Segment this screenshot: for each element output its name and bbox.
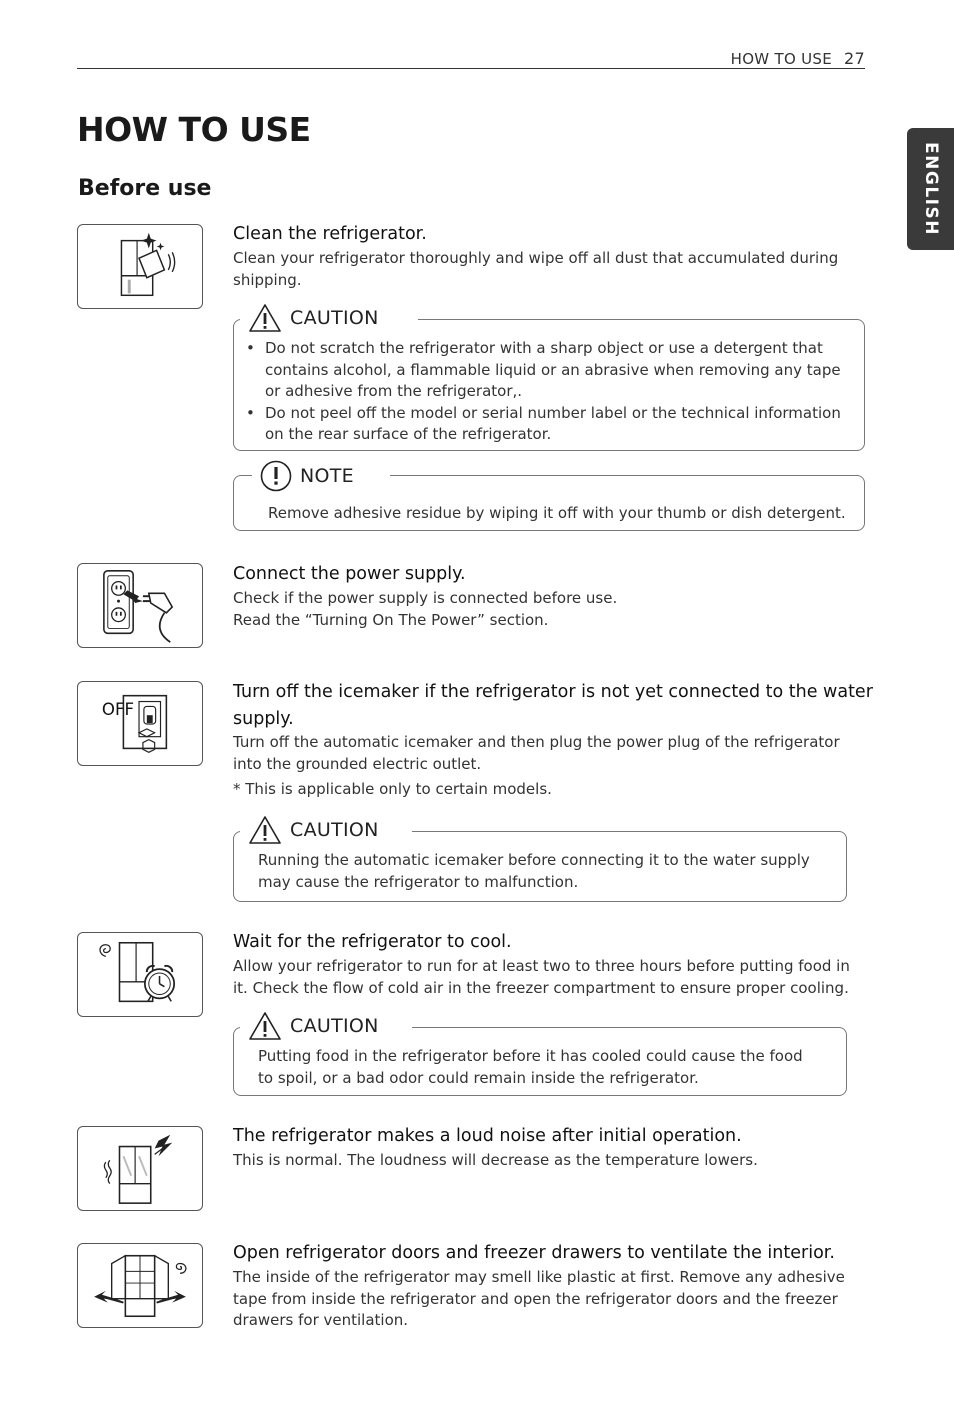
caution-label: CAUTION — [240, 303, 418, 333]
svg-text:OFF: OFF — [101, 700, 135, 720]
note-text: Remove adhesive residue by wiping it off with your thumb or dish detergent. — [268, 504, 846, 522]
section-heading-cool: Wait for the refrigerator to cool. — [233, 932, 512, 952]
caution-box-icemaker — [233, 819, 847, 902]
alarm-clock-icon — [77, 932, 203, 1017]
caution-item: • Do not peel off the model or serial number label or the technical information on the rear surface of the refrigerator. — [234, 403, 849, 446]
language-tab — [907, 128, 954, 250]
power-plug-icon — [77, 563, 203, 648]
warning-triangle-icon — [248, 1011, 282, 1041]
section-heading-clean: Clean the refrigerator. — [233, 224, 427, 244]
caution-box-clean — [233, 307, 865, 451]
header-section: HOW TO USE — [730, 50, 833, 68]
section-body-icemaker: Turn off the automatic icemaker and then plug the power plug of the refrigerator into the grounded electric outlet. — [233, 733, 840, 773]
caution-label: CAUTION — [240, 1011, 412, 1041]
section-body-power — [233, 588, 853, 631]
cleaning-icon — [77, 224, 203, 309]
section-body-ventilate: The inside of the refrigerator may smell like plastic at first. Remove any adhesive tape from inside the refrigerator and open the refrigerator doors and the freezer drawers for ventilation. — [233, 1268, 845, 1329]
running-header — [731, 49, 865, 68]
section-heading-ventilate: Open refrigerator doors and freezer drawers to ventilate the interior. — [233, 1243, 835, 1263]
caution-box-cool — [233, 1015, 847, 1096]
noise-icon — [77, 1126, 203, 1211]
ventilation-icon — [77, 1243, 203, 1328]
caution-item: • Do not scratch the refrigerator with a sharp object or use a detergent that contains alcohol, a flammable liquid or an abrasive when removing any tape or adhesive from the refrigerator,. — [234, 338, 849, 403]
note-label: NOTE — [252, 460, 390, 492]
page-title: HOW TO USE — [77, 110, 311, 149]
exclamation-circle-icon — [260, 460, 292, 492]
header-rule — [77, 68, 865, 69]
section-body-noise: This is normal. The loudness will decrease as the temperature lowers. — [233, 1151, 758, 1169]
icemaker-off-icon — [77, 681, 203, 766]
section-heading-noise: The refrigerator makes a loud noise after initial operation. — [233, 1126, 742, 1146]
section-body-clean: Clean your refrigerator thoroughly and wipe off all dust that accumulated during shipping. — [233, 249, 839, 289]
section-note-icemaker: * This is applicable only to certain models. — [233, 780, 552, 798]
caution-text: Running the automatic icemaker before connecting it to the water supply may cause the refrigerator to malfunction. — [258, 851, 810, 891]
language-tab-label: ENGLISH — [920, 142, 941, 236]
section-heading-icemaker: Turn off the icemaker if the refrigerator is not yet connected to the water supply. — [233, 682, 873, 729]
warning-triangle-icon — [248, 303, 282, 333]
section-body-line: Check if the power supply is connected before use. — [233, 589, 618, 607]
section-heading-power: Connect the power supply. — [233, 564, 466, 584]
page-number: 27 — [844, 49, 865, 68]
warning-triangle-icon — [248, 815, 282, 845]
section-subtitle: Before use — [78, 176, 212, 201]
caution-text: Putting food in the refrigerator before it has cooled could cause the food to spoil, or a bad odor could remain inside the refrigerator. — [258, 1047, 803, 1087]
caution-label: CAUTION — [240, 815, 412, 845]
section-body-line: Read the “Turning On The Power” section. — [233, 610, 549, 629]
section-body-cool: Allow your refrigerator to run for at least two to three hours before putting food in it. Check the flow of cold air in the freezer compartment to ensure proper cooling. — [233, 957, 850, 997]
caution-text — [234, 338, 849, 446]
note-box — [233, 465, 865, 531]
